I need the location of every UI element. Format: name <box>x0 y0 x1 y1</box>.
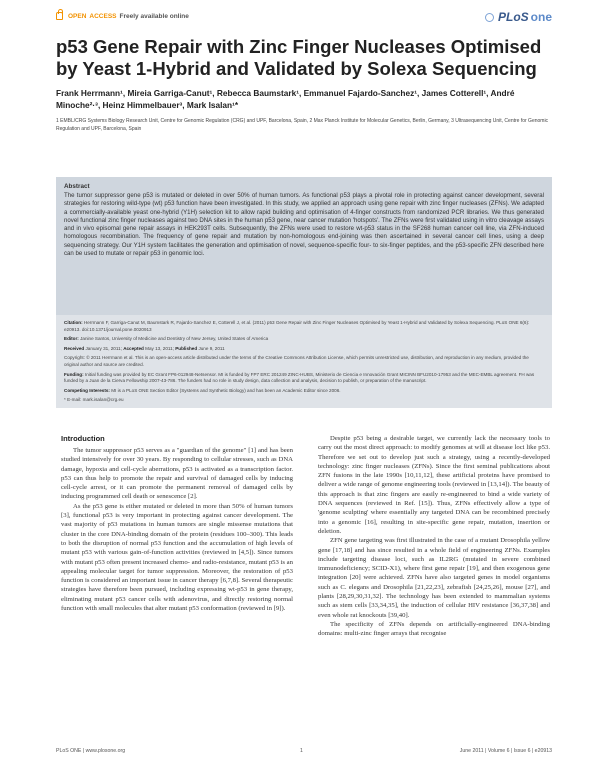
logo-one: one <box>530 10 552 24</box>
free-online-label: Freely available online <box>119 12 189 20</box>
editor: Editor: Janine Santos, University of Medicine and Dentistry of New Jersey, United States of America <box>64 336 269 342</box>
abstract-panel <box>56 177 552 315</box>
corresponding-email[interactable]: * E-mail: mark.isalan@crg.eu <box>64 397 124 403</box>
author-list: Frank Herrmann¹, Mireia Garriga-Canut¹, Rebecca Baumstark¹, Emmanuel Fajardo-Sanchez¹, James Cotterell¹, André Minoche²·³, Heinz Himmelbauer³, Mark Isalan¹* <box>56 88 515 110</box>
footer-journal[interactable]: PLoS ONE | www.plosone.org <box>56 748 126 754</box>
article-metadata <box>64 320 544 407</box>
intro-paragraph: ZFN gene targeting was first illustrated in the case of a mutant Drosophila yellow gene [17,18] and has since resulted in a whole field of engineering ZFNs. Examples include targeting disease loci, such as IL2RG (mutated in severe combined immunodeficiency; SCID-X1), where first gene repair [19], and then exogenous gene integration [20] were achieved. ZFNs have also targeted genes in model organisms such as C. elegans and Drosophila [21,22,23], zebrafish [24,25,26], mouse [27], and plants [28,29,30,31,32]. The technology has been extended to mammalian systems such as stem cells [33,34,35], the induction of cellular HIV resistance [36,37,38] and even whole rat knockouts [39,40]. <box>318 537 550 619</box>
open-access-badge <box>56 12 189 20</box>
open-lock-icon <box>56 12 63 20</box>
dates: Received January 31, 2011; Accepted May 13, 2011; Published June 9, 2011 <box>64 345 225 351</box>
right-column <box>318 434 550 639</box>
intro-paragraph: As the p53 gene is either mutated or deleted in more than 50% of human tumors [3], functional p53 is very important in protecting against cancer development. The vast majority of p53 mutations in human tumors are single missense mutations that cluster in the core DNA-binding domain of the protein (residues 100–300). This leads to both the disruption of normal p53 function and the accumulation of high levels of mutant p53 with various gain-of-function activities (reviewed in [4,5]). Since tumors with mutant p53 often present increased chemo- and radio-resistance, mutant p53 is an appealing molecular target for tumor suppression. Moreover, the restoration of p53 function is considered an important issue in cancer therapy [6,7,8]. Several therapeutic strategies have therefore been pursued, including expressing wt-p53 in gene therapy, eliminating mutant p53 cancer cells with adenovirus, and directly restoring normal function with small molecules that alter mutant p53 conformation (reviewed in [9]). <box>61 502 293 613</box>
page-number: 1 <box>300 748 303 754</box>
competing-interests: Competing Interests: MI is a PLoS ONE Section Editor (Systems and Synthetic Biology) and has been an Academic Editor since 2006. <box>64 387 341 393</box>
open-label: OPEN <box>68 12 87 20</box>
abstract-heading: Abstract <box>64 183 90 190</box>
page-footer <box>56 748 552 760</box>
intro-paragraph: The specificity of ZFNs depends on artificially-engineered DNA-binding domains: multi-zinc finger arrays that recognise <box>318 620 550 638</box>
article-title: p53 Gene Repair with Zinc Finger Nucleases Optimised by Yeast 1-Hybrid and Validated by Solexa Sequencing <box>56 36 542 79</box>
affiliations: 1 EMBL/CRG Systems Biology Research Unit, Centre for Genomic Regulation (CRG) and UPF, Barcelona, Spain, 2 Max Planck Institute for Molecular Genetics, Berlin, Germany, 3 Ultrasequencing Unit, Centre for Genomic Regulation and UPF, Barcelona, Spain <box>56 118 549 132</box>
plos-logo-icon <box>485 13 494 22</box>
intro-paragraph: Despite p53 being a desirable target, we currently lack the necessary tools to carry out the most direct approach: to modify genomes at will at disease loci like p53. Therefore we set out to develop just such a strategy, using a recently-developed technology: zinc finger nucleases (ZFNs). Since the first seminal publications about ZFN fusions in the late 1990s [10,11,12], these artificial proteins have promised to deliver a wide range of genome engineering tools (reviewed in [13,14]). The beauty of this approach is that zinc fingers are easily re-engineered to bind a wide variety of DNA sequences (reviewed in Ref. [15]). Thus, ZFNs effectively allow a type of 'genome sculpting' where essentially any targeted DNA can be recombined precisely into a genomic [16], resulting in site-specific gene repair, mutation, insertion or deletion. <box>318 435 550 535</box>
access-label: ACCESS <box>89 12 117 20</box>
citation: Citation: Herrmann F, Garriga-Canut M, Baumstark R, Fajardo-Sanchez E, Cotterell J, et al. (2011) p53 Gene Repair with Zinc Finger Nucleases Optimised by Yeast 1-Hybrid and Validated by Solexa Sequencing. PLoS ONE 6(6): e20913. doi:10.1371/journal.pone.0020913 <box>64 320 530 332</box>
copyright: Copyright: © 2011 Herrmann et al. This is an open-access article distributed under the terms of the Creative Commons Attribution License, which permits unrestricted use, distribution, and reproduction in any medium, provided the original author and source are credited. <box>64 355 529 367</box>
journal-logo <box>485 10 552 24</box>
footer-issue: June 2011 | Volume 6 | Issue 6 | e20913 <box>459 748 552 754</box>
abstract-box <box>56 177 552 408</box>
introduction-heading: Introduction <box>61 434 105 443</box>
intro-paragraph: The tumor suppressor p53 serves as a "guardian of the genome" [1] and has been studied intensively for over 30 years. By responding to cellular stresses, such as DNA damage, hypoxia and cell-cycle aberrations, p53 is activated as a transcription factor. p53 can thus help to promote the repair and survival of damaged cells by inducing cell-cycle arrest, or it can promote the permanent removal of damaged cells by inducing programmed cell death or senescence [2]. <box>61 447 293 501</box>
funding: Funding: Initial funding was provided by EC Grant FP6-012948-Netsensor. MI is funded by FP7 ERC 201249 ZINC-HUBS, Ministerio de Ciencia e Innovación Grant MICINN BFU2010-17953 and the MEC-EMBL agreement. FH was funded by a Juan de la Cierva Fellowship 2007-43-786. The funders had no role in study design, data collection and analysis, decision to publish, or preparation of the manuscript. <box>64 371 535 384</box>
logo-plos: PLoS <box>497 10 529 24</box>
left-column <box>61 446 293 613</box>
page-header <box>56 12 552 30</box>
abstract-text: The tumor suppressor gene p53 is mutated or deleted in over 50% of human tumors. As functional p53 plays a pivotal role in protecting against cancer development, several strategies for restoring wild-type (wt) p53 function have been investigated. In this study, we applied an approach using gene repair with zinc finger nucleases (ZFNs). We adapted a commercially-available yeast one-hybrid (Y1H) selection kit to allow rapid building and optimisation of 4-finger constructs from randomized PCR libraries. We thus generated novel functional zinc finger nucleases against two DNA sites in the human p53 gene, near cancer mutation 'hotspots'. The ZFNs were first validated using in vitro cleavage assays and in vivo episomal gene repair assays in HEK293T cells. Subsequently, the ZFNs were used to restore wt-p53 status in the SF268 human cancer cell line, via ZFN-induced homologous recombination. The frequency of gene repair and mutation by non-homologous end-joining was then ascertained in several cancer cell lines, using a deep sequencing strategy. Our Y1H system facilitates the generation and optimisation of novel, sequence-specific four- to six-finger peptides, and the p53-specific ZFN described here can be used to mutate or repair p53 in genomic loci. <box>64 192 544 258</box>
